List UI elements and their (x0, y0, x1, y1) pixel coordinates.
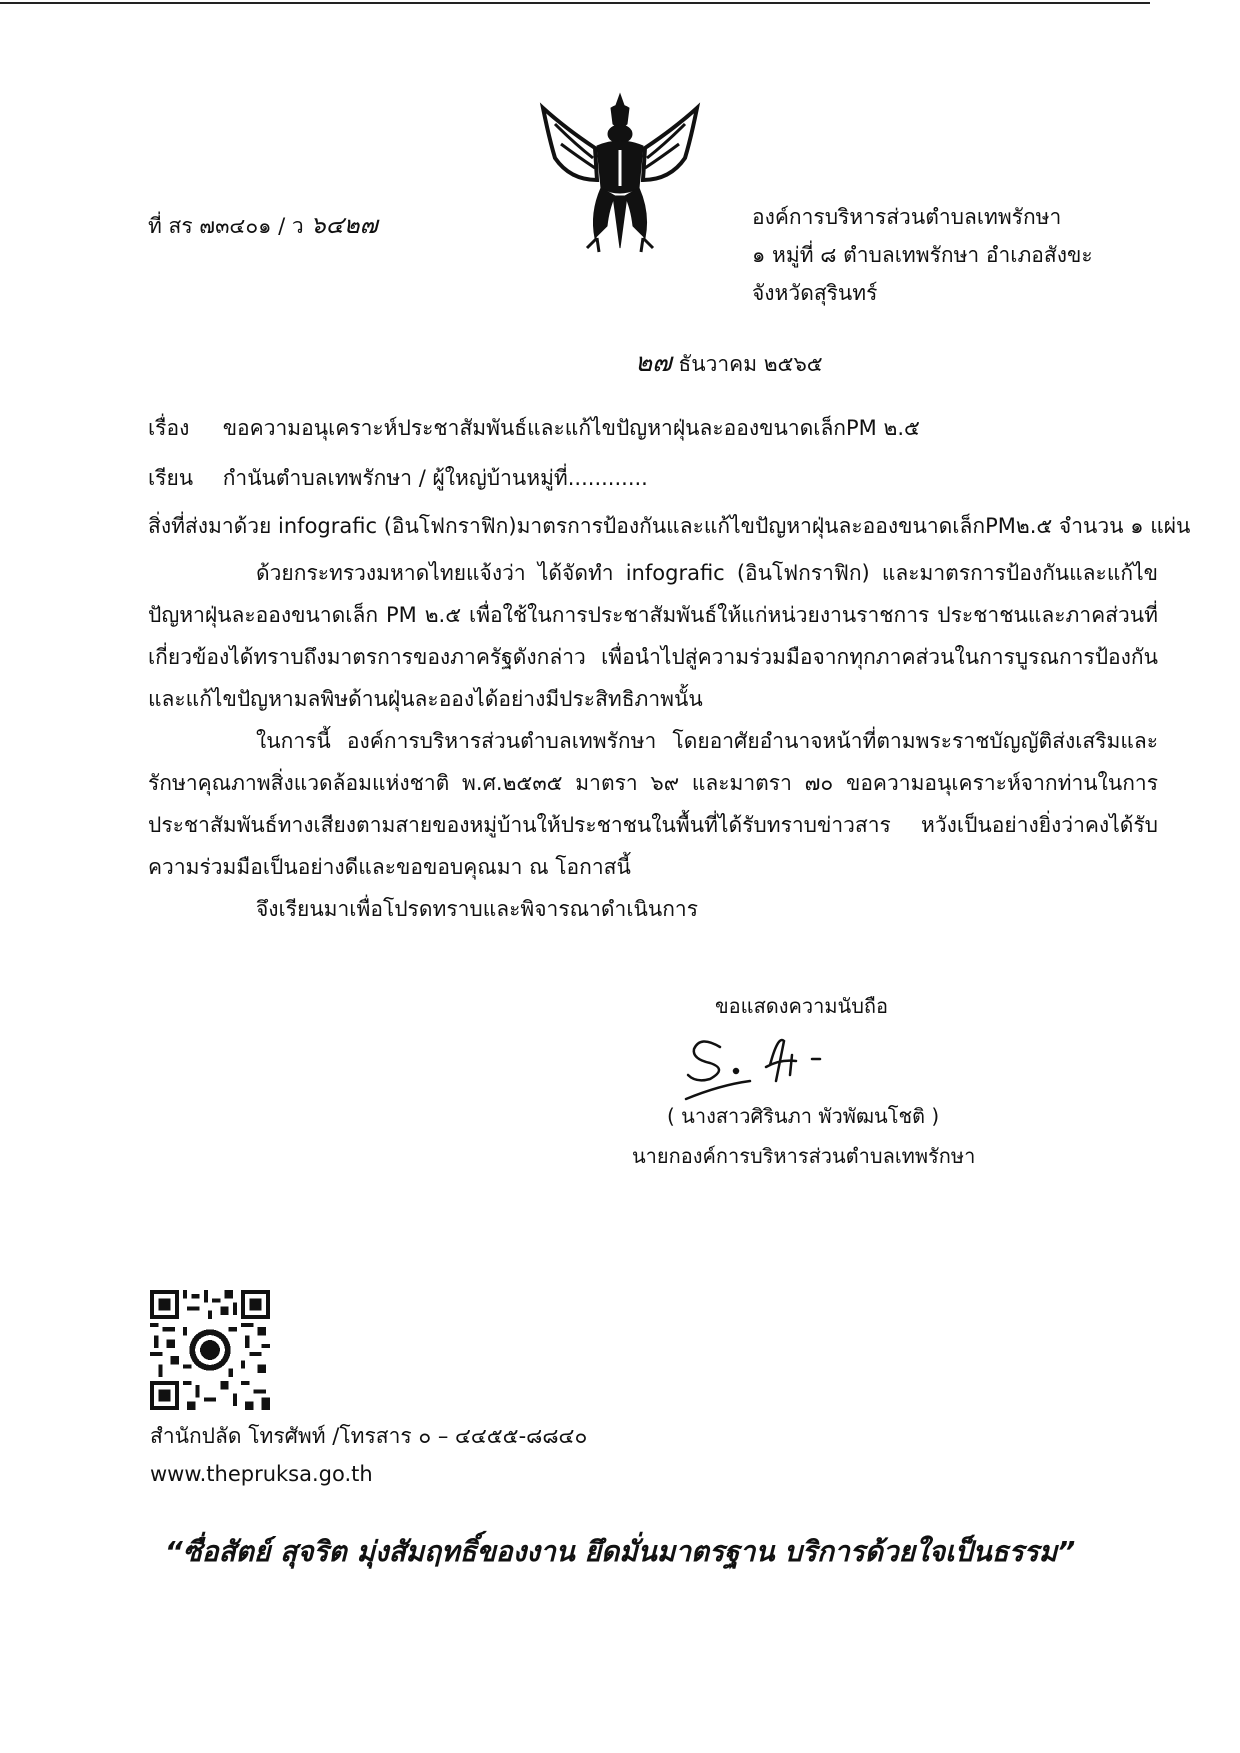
top-border-line (0, 2, 1150, 4)
document-number (148, 205, 378, 244)
garuda-emblem (535, 88, 705, 258)
org-address-line: ๑ หมู่ที่ ๘ ตำบลเทพรักษา อำเภอสังขะ (752, 243, 1093, 267)
body-paragraph-2-text: ในการนี้ องค์การบริหารส่วนตำบลเทพรักษา โดยอาศัยอำนาจหน้าที่ตามพระราชบัญญัติส่งเสริมและรักษาคุณภาพสิ่งแวดล้อมแห่งชาติ พ.ศ.๒๕๓๕ มาตรา ๖๙ และมาตรา ๗๐ ขอความอนุเคราะห์จากท่านในการประชาสัมพันธ์ทางเสียงตามสายของหมู่บ้านให้ประชาชนในพื้นที่ได้รับทราบข่าวสาร หวังเป็นอย่างยิ่งว่าคงได้รับความร่วมมือเป็นอย่างดีและขอขอบคุณมา ณ โอกาสนี้ (148, 729, 1158, 879)
closing-phrase: ขอแสดงความนับถือ (715, 994, 889, 1018)
subject-text: ขอความอนุเคราะห์ประชาสัมพันธ์และแก้ไขปัญหาฝุ่นละอองขนาดเล็กPM ๒.๕ (222, 416, 920, 440)
qr-code (150, 1290, 270, 1410)
date-month-year: ธันวาคม ๒๕๖๕ (678, 352, 823, 376)
document-number-handwritten: ๖๔๒๗ (310, 211, 378, 239)
body-paragraph-3 (148, 888, 1158, 930)
body-paragraph-3-text: จึงเรียนมาเพื่อโปรดทราบและพิจารณาดำเนินการ (256, 897, 698, 921)
subject-line (148, 412, 920, 445)
footer-motto: “ซื่อสัตย์ สุจริต มุ่งสัมฤทธิ์ของงาน ยึดมั่นมาตรฐาน บริการด้วยใจเป็นธรรม” (164, 1535, 1076, 1568)
subject-label: เรื่อง (148, 416, 190, 440)
recipient-text: กำนันตำบลเทพรักษา / ผู้ใหญ่บ้านหมู่ที่............ (222, 466, 648, 490)
recipient-line (148, 462, 648, 495)
organization-address (752, 198, 1093, 312)
document-number-prefix: ที่ สร ๗๓๔๐๑ / ว (148, 214, 304, 238)
enclosure-line: สิ่งที่ส่งมาด้วย infografic (อินโฟกราฟิก)มาตรการป้องกันและแก้ไขปัญหาฝุ่นละอองขนาดเล็กPM๒.๕ จำนวน ๑ แผ่น (148, 514, 1191, 538)
signatory-position: นายกองค์การบริหารส่วนตำบลเทพรักษา (632, 1144, 976, 1168)
handwritten-signature (680, 1025, 880, 1105)
footer-contact: สำนักปลัด โทรศัพท์ /โทรสาร ๐ – ๔๔๕๕-๘๘๔๐ (150, 1424, 588, 1448)
recipient-label: เรียน (148, 466, 194, 490)
org-province: จังหวัดสุรินทร์ (752, 281, 878, 305)
body-paragraph-2 (148, 720, 1158, 888)
footer-website: www.thepruksa.go.th (150, 1462, 373, 1486)
org-name: องค์การบริหารส่วนตำบลเทพรักษา (752, 205, 1062, 229)
document-date (635, 342, 823, 383)
signatory-name: ( นางสาวศิรินภา พัวพัฒนโชติ ) (667, 1104, 940, 1128)
body-paragraph-1 (148, 552, 1158, 720)
body-paragraph-1-text: ด้วยกระทรวงมหาดไทยแจ้งว่า ได้จัดทำ infografic (อินโฟกราฟิก) และมาตรการป้องกันและแก้ไขปัญหาฝุ่นละอองขนาดเล็ก PM ๒.๕ เพื่อใช้ในการประชาสัมพันธ์ให้แก่หน่วยงานราชการ ประชาชนและภาคส่วนที่เกี่ยวข้องได้ทราบถึงมาตรการของภาครัฐดังกล่าว เพื่อนำไปสู่ความร่วมมือจากทุกภาคส่วนในการบูรณการป้องกันและแก้ไขปัญหามลพิษด้านฝุ่นละอองได้อย่างมีประสิทธิภาพนั้น (148, 561, 1158, 711)
date-day-handwritten: ๒๗ (635, 348, 672, 378)
